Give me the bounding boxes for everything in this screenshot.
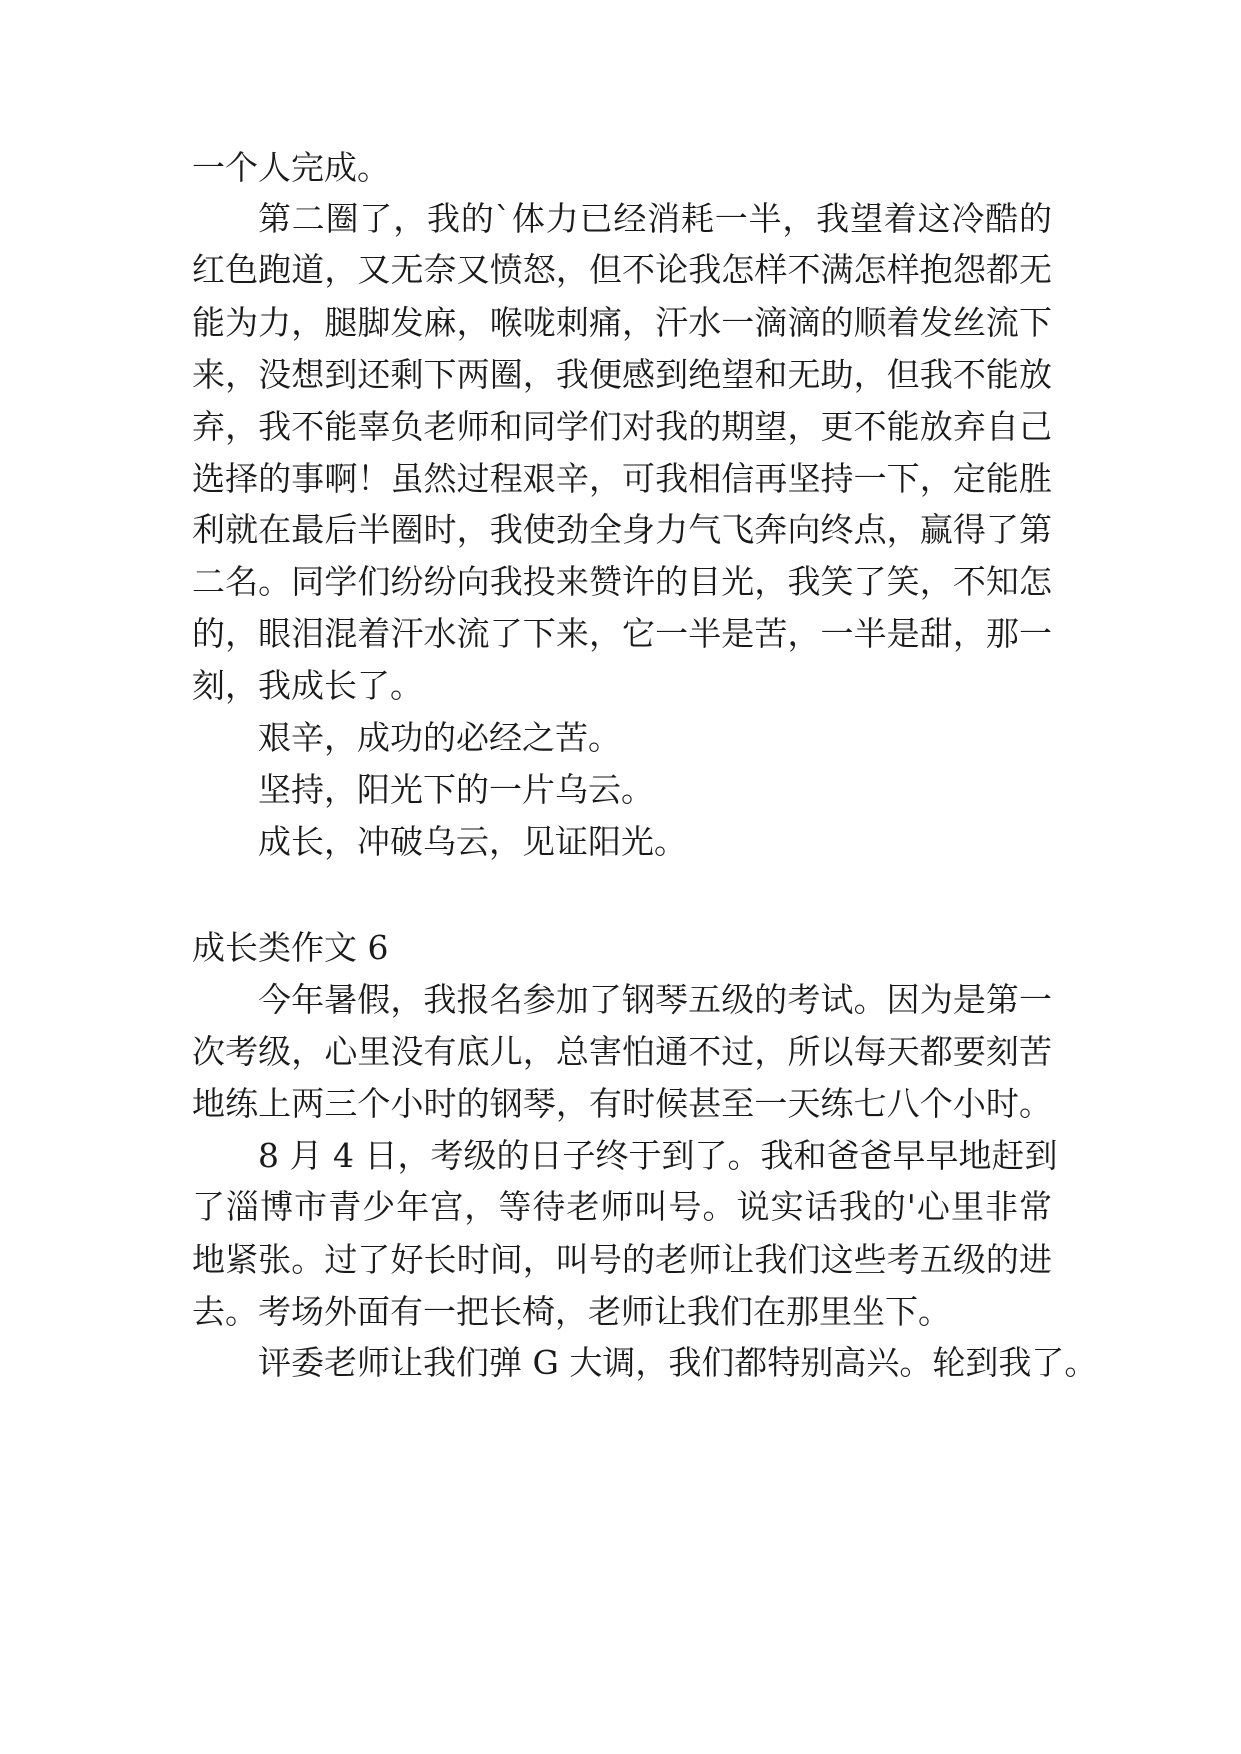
text-line: 利就在最后半圈时，我使劲全身力气飞奔向终点，赢得了第: [192, 510, 1052, 549]
text-line: 的，眼泪混着汗水流了下来，它一半是苦，一半是甜，那一: [192, 614, 1052, 653]
text-line: 刻，我成长了。: [192, 666, 423, 705]
text-line: 地练上两三个小时的钢琴，有时候甚至一天练七八个小时。: [192, 1084, 1052, 1123]
text-line: 红色跑道，又无奈又愤怒，但不论我怎样不满怎样抱怨都无: [192, 250, 1052, 289]
text-line: 今年暑假，我报名参加了钢琴五级的考试。因为是第一: [258, 980, 1052, 1019]
text-line: 去。考场外面有一把长椅，老师让我们在那里坐下。: [192, 1292, 951, 1331]
text-line: 选择的事啊！虽然过程艰辛，可我相信再坚持一下，定能胜: [192, 459, 1052, 498]
text-line: 成长，冲破乌云，见证阳光。: [258, 822, 687, 861]
text-line: 次考级，心里没有底儿，总害怕通不过，所以每天都要刻苦: [192, 1032, 1052, 1071]
text-line: 了淄博市青少年宫，等待老师叫号。说实话我的'心里非常: [192, 1187, 1052, 1226]
text-line: 来，没想到还剩下两圈，我便感到绝望和无助，但我不能放: [192, 355, 1052, 394]
section-heading: 成长类作文 6: [192, 928, 389, 967]
text-line: 一个人完成。: [192, 148, 390, 187]
text-line: 二名。同学们纷纷向我投来赞许的目光，我笑了笑，不知怎: [192, 562, 1052, 601]
text-line: 弃，我不能辜负老师和同学们对我的期望，更不能放弃自己: [192, 407, 1052, 446]
text-line: 地紧张。过了好长时间，叫号的老师让我们这些考五级的进: [192, 1240, 1052, 1279]
text-line: 能为力，腿脚发麻，喉咙刺痛，汗水一滴滴的顺着发丝流下: [192, 303, 1052, 342]
text-line: 坚持，阳光下的一片乌云。: [258, 770, 654, 809]
text-line: 艰辛，成功的必经之苦。: [258, 718, 621, 757]
text-line: 第二圈了，我的`体力已经消耗一半，我望着这冷酷的: [258, 199, 1052, 238]
text-line: 8 月 4 日，考级的日子终于到了。我和爸爸早早地赶到: [258, 1136, 1058, 1175]
text-line: 评委老师让我们弹 G 大调，我们都特别高兴。轮到我了。: [258, 1343, 1098, 1382]
